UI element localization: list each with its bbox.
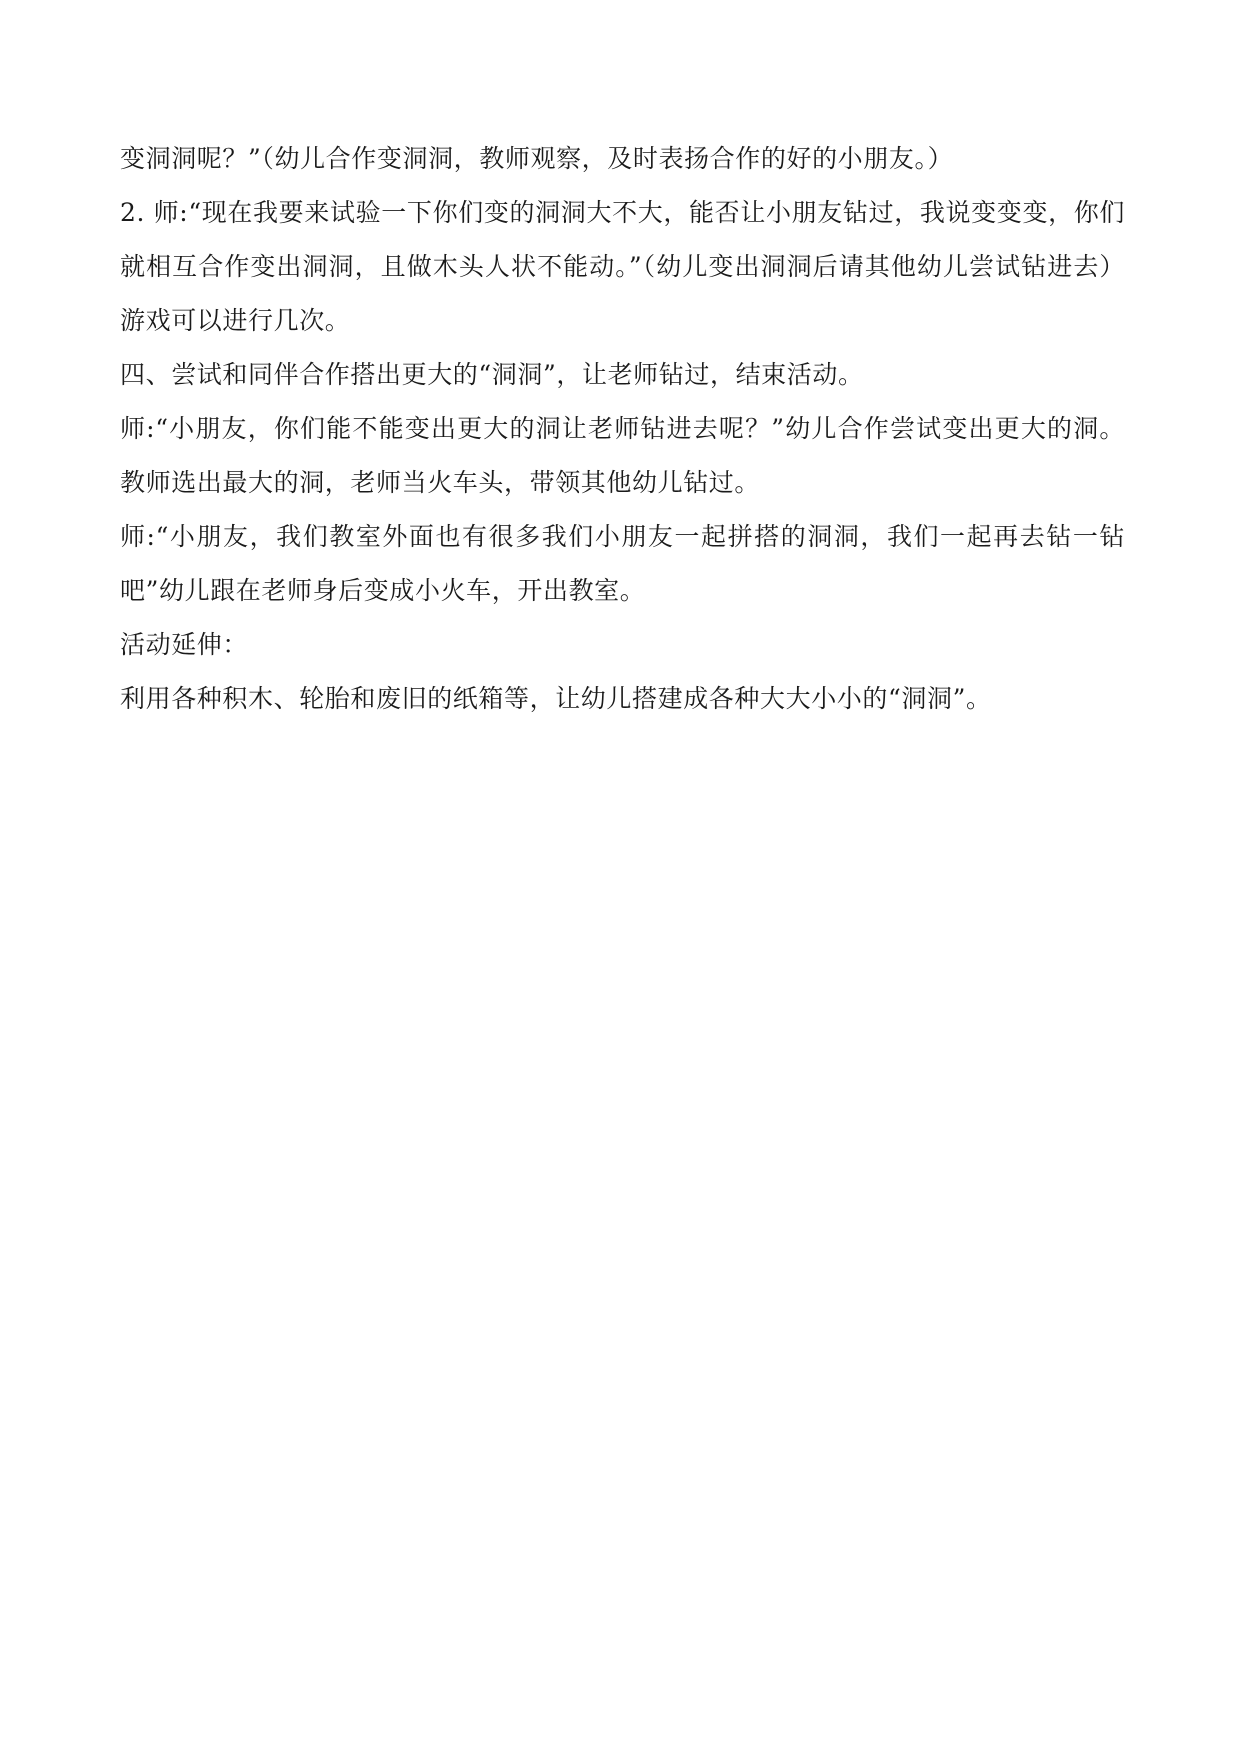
document-body xyxy=(120,132,1125,726)
paragraph-continuation: 变洞洞呢？”（幼儿合作变洞洞，教师观察，及时表扬合作的好的小朋友。） xyxy=(120,144,954,173)
paragraph-step-2: 2. 师:“现在我要来试验一下你们变的洞洞大不大，能否让小朋友钻过，我说变变变，你们就相互合作变出洞洞，且做木头人状不能动。”（幼儿变出洞洞后请其他幼儿尝试钻进去）游戏可以进行几次。 xyxy=(120,198,1125,335)
paragraph-extension-heading: 活动延伸： xyxy=(120,630,249,659)
paragraph-teacher-outside: 师:“小朋友，我们教室外面也有很多我们小朋友一起拼搭的洞洞，我们一起再去钻一钻吧”幼儿跟在老师身后变成小火车，开出教室。 xyxy=(120,522,1125,605)
paragraph-extension-body: 利用各种积木、轮胎和废旧的纸箱等，让幼儿搭建成各种大大小小的“洞洞”。 xyxy=(120,684,992,713)
paragraph-section-4-heading: 四、尝试和同伴合作搭出更大的“洞洞”，让老师钻过，结束活动。 xyxy=(120,360,864,389)
paragraph-teacher-bigger-hole: 师:“小朋友，你们能不能变出更大的洞让老师钻进去呢？”幼儿合作尝试变出更大的洞。教师选出最大的洞，老师当火车头，带领其他幼儿钻过。 xyxy=(120,414,1125,497)
